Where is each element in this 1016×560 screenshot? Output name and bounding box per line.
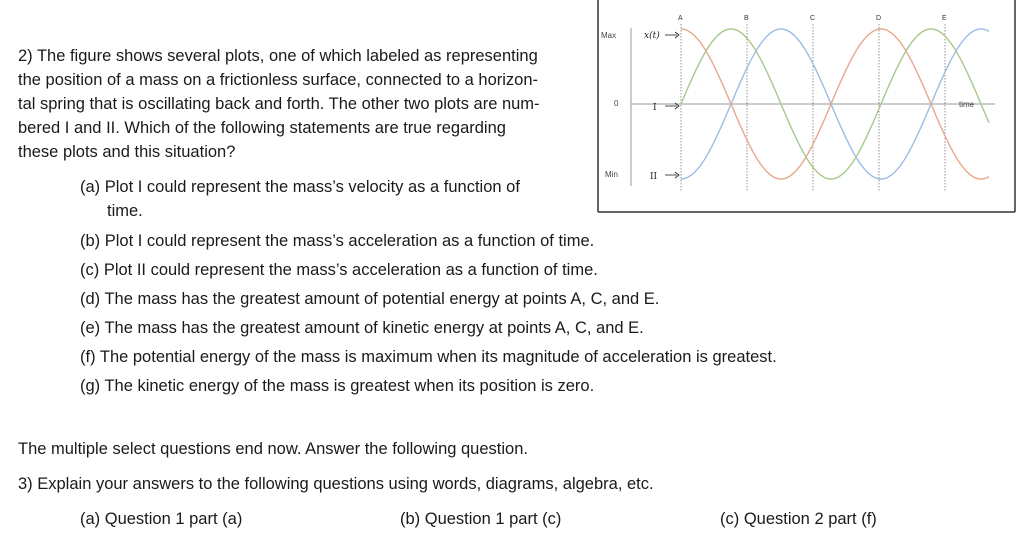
- question-2-line: 2) The figure shows several plots, one of which labeled as representing: [18, 47, 538, 65]
- option-b: (b) Plot I could represent the mass’s acceleration as a function of time.: [80, 232, 595, 250]
- option-f: (f) The potential energy of the mass is maximum when its magnitude of acceleration is greatest.: [80, 348, 777, 366]
- option-c: (c) Plot II could represent the mass’s acceleration as a function of time.: [80, 261, 598, 279]
- question-3-part-b: (b) Question 1 part (c): [400, 510, 562, 528]
- transition-text: The multiple select questions end now. Answer the following question.: [18, 440, 528, 458]
- y-min-label: Min: [605, 170, 618, 179]
- time-axis-label: time: [959, 100, 975, 109]
- point-label-c: C: [810, 15, 816, 22]
- question-2-line: bered I and II. Which of the following statements are true regarding: [18, 119, 506, 137]
- option-d: (d) The mass has the greatest amount of potential energy at points A, C, and E.: [80, 290, 660, 308]
- option-a: (a) Plot I could represent the mass’s velocity as a function of: [80, 178, 520, 196]
- point-label-a: A: [678, 15, 683, 22]
- oscillation-figure: [597, 0, 1016, 213]
- curve-label-plot-2: II: [650, 172, 658, 182]
- curve-label-x: x(t): [644, 31, 660, 41]
- oscillation-plot: [597, 0, 1016, 213]
- option-a-continued: time.: [107, 202, 143, 220]
- y-zero-label: 0: [614, 99, 619, 108]
- point-label-e: E: [942, 15, 947, 22]
- question-3-part-a: (a) Question 1 part (a): [80, 510, 243, 528]
- point-labels: [678, 15, 947, 22]
- question-2-text: [18, 44, 540, 164]
- question-2-line: tal spring that is oscillating back and forth. The other two plots are num-: [18, 95, 540, 113]
- option-g: (g) The kinetic energy of the mass is greatest when its position is zero.: [80, 377, 595, 395]
- question-2-line: the position of a mass on a frictionless surface, connected to a horizon-: [18, 71, 539, 89]
- y-max-label: Max: [601, 31, 617, 40]
- question-3-part-c: (c) Question 2 part (f): [720, 510, 877, 528]
- question-3-prompt: 3) Explain your answers to the following questions using words, diagrams, algebra, etc.: [18, 475, 654, 493]
- point-label-b: B: [744, 15, 749, 22]
- option-e: (e) The mass has the greatest amount of kinetic energy at points A, C, and E.: [80, 319, 644, 337]
- point-label-d: D: [876, 15, 882, 22]
- curve-label-plot-1: I: [653, 103, 657, 113]
- question-2-line: these plots and this situation?: [18, 143, 236, 161]
